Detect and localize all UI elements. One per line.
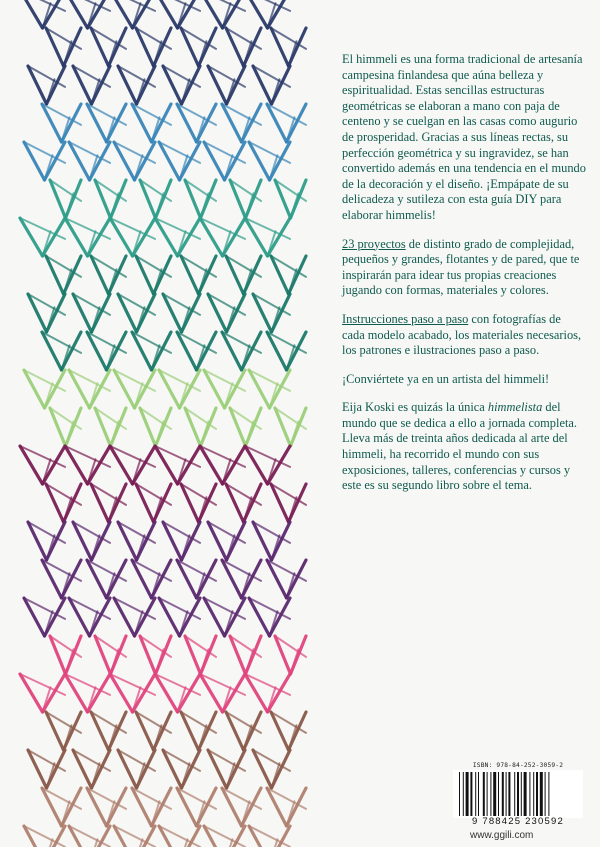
author-paragraph (342, 400, 586, 494)
author-term: himmelista (487, 400, 543, 415)
barcode-digits: 9 788425 230592 (472, 816, 564, 827)
intro-paragraph: El himmeli es una forma tradicional de artesanía campesina finlandesa que aúna belleza y espiritualidad. Estas sencillas estructuras geométricas se elaboran a mano con paja de centeno y se cuelgan en las casas como augurio de prosperidad. Gracias a sus líneas rectas, su perfección geométrica y su ingravidez, se han convertido además en una tendencia en el mundo de la decoración y el diseño. ¡Empápate de su delicadeza y sutileza con esta guía DIY para elaborar himmelis! (342, 52, 586, 222)
projects-text: de distinto grado de complejidad, pequeños y grandes, flotantes y de pared, que te inspirarán para idear tus propias creaciones jugando con formas, materiales y colores. (342, 236, 580, 298)
instructions-text: con fotografías de cada modelo acabado, los materiales necesarios, los patrones e ilustraciones paso a paso. (342, 311, 582, 358)
publisher-website: www.ggili.com (470, 830, 534, 841)
call-to-action: ¡Conviértete ya en un artista del himmeli! (342, 371, 550, 386)
instructions-highlight: Instrucciones paso a paso (342, 311, 469, 326)
author-name: Eija Koski (342, 400, 395, 415)
instructions-paragraph (342, 312, 586, 359)
projects-paragraph (342, 237, 586, 299)
author-mid: es quizás la única (394, 400, 488, 415)
projects-highlight: 23 proyectos (342, 236, 406, 251)
back-cover-text (342, 52, 586, 507)
author-rest: del mundo que se dedica a ello a jornada completa. Lleva más de treinta años dedicada al arte del himmeli, ha recorrido el mundo con sus exposiciones, talleres, conferencias y cursos y este es su segundo libro sobre el tema. (342, 400, 577, 493)
barcode (453, 770, 583, 818)
isbn-label: ISBN: 978-84-252-3059-2 (472, 762, 564, 769)
